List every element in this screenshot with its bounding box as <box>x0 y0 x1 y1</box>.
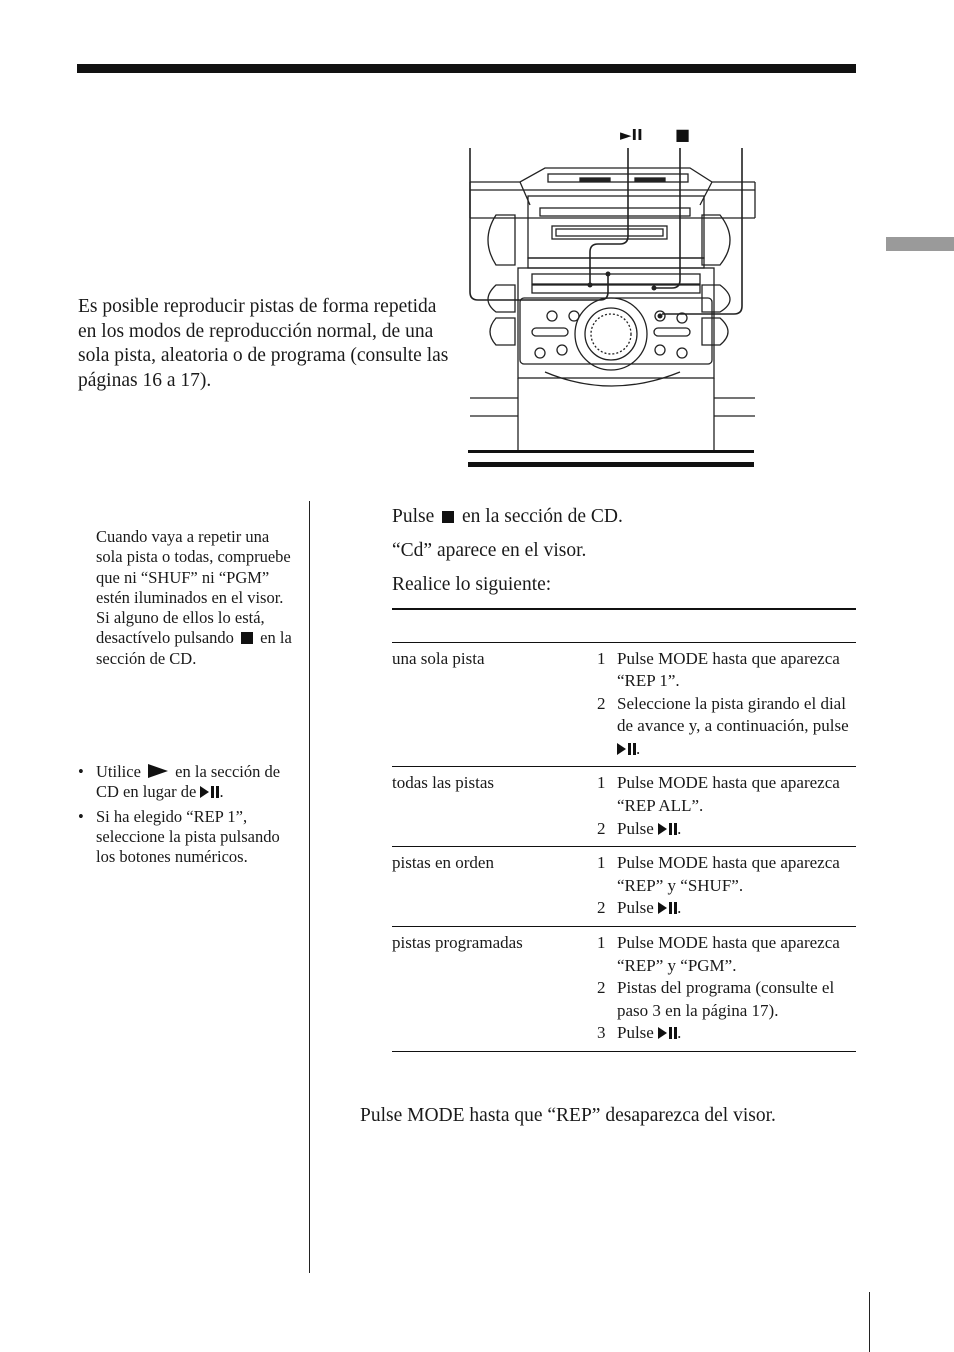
stop-icon <box>241 632 253 644</box>
step-2: “Cd” aparece en el visor. <box>392 540 587 561</box>
footer-rule <box>869 1292 870 1352</box>
step-1: Pulse en la sección de CD. <box>392 506 623 527</box>
column-divider <box>309 501 310 1273</box>
step-3: Realice lo siguiente: <box>392 574 552 595</box>
play-pause-icon <box>617 743 626 755</box>
section-tab <box>886 237 954 251</box>
play-pause-icon <box>200 786 209 798</box>
intro-paragraph: Es posible reproducir pistas de forma repetida en los modos de reproducción normal, de una sola pista, aleatoria o de programa (consulte las páginas 16 a 17). <box>78 296 449 391</box>
note-text-before: Cuando vaya a repetir una sola pista o todas, compruebe que ni “SHUF” ni “PGM” estén iluminados en el visor. Si alguno de ellos lo está, desactívelo pulsando <box>96 527 291 648</box>
tip-item: • Si ha elegido “REP 1”, seleccione la pista pulsando los botones numéricos. <box>78 806 280 867</box>
repeat-mode-table <box>392 608 856 1052</box>
table-row: todas las pistas 1 Pulse MODE hasta que aparezca “REP ALL”. 2 Pulse . <box>392 766 856 846</box>
stop-icon <box>442 511 454 523</box>
table-row: una sola pista 1 Pulse MODE hasta que aparezca “REP 1”. 2 Seleccione la pista girando el dial de avance y, a continuación, pulse. <box>392 648 849 758</box>
play-pause-icon <box>658 902 667 914</box>
cd-player-illustration <box>440 118 770 478</box>
table-row: pistas en orden 1 Pulse MODE hasta que aparezca “REP” y “SHUF”. 2 Pulse . <box>392 846 856 926</box>
tip-item: • Utilice en la sección de CD en lugar de . <box>78 762 281 802</box>
stop-label: ■ <box>675 125 691 144</box>
play-pause-icon <box>658 823 667 835</box>
note-text-after: en la sección de CD. <box>96 628 292 668</box>
table-row: pistas programadas 1 Pulse MODE hasta que aparezca “REP” y “PGM”. 2 Pistas del programa (consulte el paso 3 en la página 17). 3 Pulse . <box>392 926 856 1051</box>
play-icon <box>148 764 168 778</box>
top-rule <box>77 64 856 73</box>
sidebar-note <box>96 527 296 669</box>
play-pause-icon <box>658 1027 667 1039</box>
cancel-instruction: Pulse MODE hasta que “REP” desaparezca del visor. <box>360 1105 776 1126</box>
play-pause-label: ►II <box>620 126 643 144</box>
sidebar-tips <box>78 762 298 871</box>
